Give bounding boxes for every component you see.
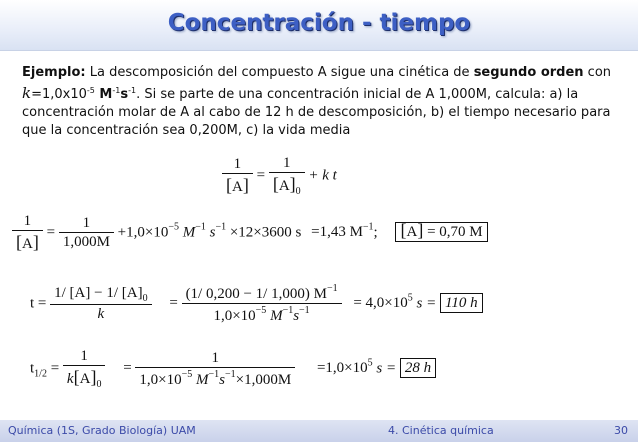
exponent: −1 xyxy=(299,305,310,316)
con-text: con xyxy=(583,65,612,80)
fraction-symbolic xyxy=(63,348,106,390)
fraction-numeric xyxy=(182,283,342,325)
numerator-text: (1/ 0,200 − 1/ 1,000) M xyxy=(185,286,327,302)
answer-a-value: = 0,70 M xyxy=(423,224,483,241)
problem-rest: . Si se parte de una concentración inicial de A 1,000M, calcula: a) la concentración molar de A al cabo de 12 h de descomposición, b) el tiempo necesario para que la concentración sea 0,200M, c) la vida media xyxy=(22,87,611,138)
fraction-rhs xyxy=(269,155,305,197)
footer-course: Química (1S, Grado Biología) UAM xyxy=(8,424,196,437)
numerator: 1 xyxy=(211,349,220,366)
unit-M: M xyxy=(192,371,209,388)
example-label: Ejemplo: xyxy=(22,65,86,80)
conc-symbol: A xyxy=(278,178,290,194)
exponent: −1 xyxy=(195,221,206,233)
unit-M: M xyxy=(266,308,283,324)
subscript-zero: 0 xyxy=(295,186,301,197)
answer-c-box: 28 h xyxy=(400,358,436,378)
k-units: M xyxy=(94,87,113,102)
rate-constant: 1,0×10 xyxy=(139,371,182,388)
problem-statement xyxy=(22,64,622,140)
k-units-exp1: -1 xyxy=(112,86,121,95)
fraction-lhs xyxy=(222,156,253,196)
unit-s: s xyxy=(219,371,225,388)
answer-a-box: [A] = 0,70 M xyxy=(395,222,487,242)
denominator: 1,000M xyxy=(59,232,114,251)
exponent: −1 xyxy=(362,221,374,233)
denominator: [A] xyxy=(222,173,253,196)
numerator: 1 xyxy=(80,348,88,364)
equation-part-a: $\frac{1}{[A]}$ = $\frac{1}{1,000M}$ $+1,0\times 10^{-5}$ $M^{-1}$ $s^{-1} \times 12\times 3600$ s =1,43 $M^{-1}$; [A] = 0,70 M xyxy=(12,213,488,253)
unit-s: s xyxy=(293,308,300,324)
k-exp: -5 xyxy=(86,86,95,95)
slide-header xyxy=(0,0,638,51)
slide-title: Concentración - tiempo xyxy=(167,10,471,36)
unit-M: M xyxy=(178,224,196,241)
k-symbol: k xyxy=(22,84,32,102)
subscript-zero: 0 xyxy=(142,293,148,304)
time-symbol: t = xyxy=(30,295,47,312)
initial-conc: ×1,000M xyxy=(235,371,292,388)
rate-constant: +1,0×10 xyxy=(117,224,169,241)
numerator xyxy=(182,283,342,303)
answer-b-box: 110 h xyxy=(440,293,483,313)
numerator xyxy=(50,285,151,304)
k-units-s: s xyxy=(120,87,129,102)
numerator: 1 xyxy=(23,213,32,229)
unit-s: s = xyxy=(372,360,397,377)
denominator: k xyxy=(50,304,151,323)
separator: ; xyxy=(373,224,378,241)
exponent: −1 xyxy=(215,221,227,233)
equation-part-b: t = $\frac{1/ [A] - 1/ [A]_0}{k}$ = $\frac{(1/ 0,200 - 1/ 1,000) M^{-1}}{1,0\times 10^{-5} M^{-1}s^{-1}}$ = $4,0\times 10^5$ s = 110 h xyxy=(30,283,483,325)
exponent: 5 xyxy=(367,357,373,369)
denominator: $[A]_0$ xyxy=(269,172,305,197)
half-life-symbol: t xyxy=(30,360,35,377)
conc-symbol: A xyxy=(79,371,91,387)
conc-symbol: A xyxy=(406,224,418,241)
k-units-exp2: -1 xyxy=(128,86,137,95)
kt-term: + k t xyxy=(308,167,337,184)
rate-constant: 1,0×10 xyxy=(213,308,256,324)
k-value: =1,0x10 xyxy=(31,87,87,102)
exponent: −1 xyxy=(282,305,294,316)
equals: = xyxy=(46,360,60,377)
exponent: −1 xyxy=(225,368,236,380)
denominator xyxy=(135,367,295,389)
footer-topic: 4. Cinética química xyxy=(388,424,494,437)
conc-symbol: A xyxy=(232,179,243,195)
numerator: 1 xyxy=(82,215,91,231)
conc-symbol: A xyxy=(22,236,33,252)
denominator: $k[A]_0$ xyxy=(63,365,106,390)
numerator: 1 xyxy=(282,155,291,171)
equation-part-c: $t_{1/2}$ = $\frac{1}{k[A]_0}$ = $\frac{1}{1,0\times 10^{-5} M^{-1}s^{-1}\times 1,000M}$ $=1,0\times 10^5$ s = 28 h xyxy=(30,348,436,390)
numerator-text: 1/ [A] − 1/ [A] xyxy=(54,285,143,301)
exponent: −1 xyxy=(326,283,338,294)
fraction-initial xyxy=(59,215,114,251)
denominator: [A] xyxy=(12,230,43,253)
equation-integrated-law: $\frac{1}{[A]}$ = $\frac{1}{[A]_0}$ + k t xyxy=(222,155,337,197)
subscript-half: 1/2 xyxy=(34,368,47,380)
unit-s: s = xyxy=(412,295,437,312)
denominator xyxy=(182,303,342,325)
numerator: 1 xyxy=(233,156,242,172)
exponent: −5 xyxy=(181,368,193,380)
order-text: segundo orden xyxy=(473,65,584,80)
result-value: =1,0×10 xyxy=(316,360,368,377)
exponent: −5 xyxy=(168,221,179,233)
fraction-symbolic xyxy=(50,285,151,323)
time-term: ×12×3600 s xyxy=(226,224,302,241)
subscript-zero: 0 xyxy=(96,379,102,390)
k-symbol: k xyxy=(66,371,74,387)
page-number: 30 xyxy=(614,424,628,437)
result-value: =1,43 M xyxy=(311,224,363,241)
fraction-numeric xyxy=(135,350,295,389)
exponent: 5 xyxy=(407,292,413,304)
problem-intro: La descomposición del compuesto A sigue una cinética de xyxy=(85,65,474,80)
slide-footer xyxy=(0,420,638,442)
exponent: −1 xyxy=(208,368,220,380)
result-value: = 4,0×10 xyxy=(353,295,408,312)
fraction-lhs xyxy=(12,213,43,253)
exponent: −5 xyxy=(255,305,267,316)
unit-s: s xyxy=(205,224,216,241)
